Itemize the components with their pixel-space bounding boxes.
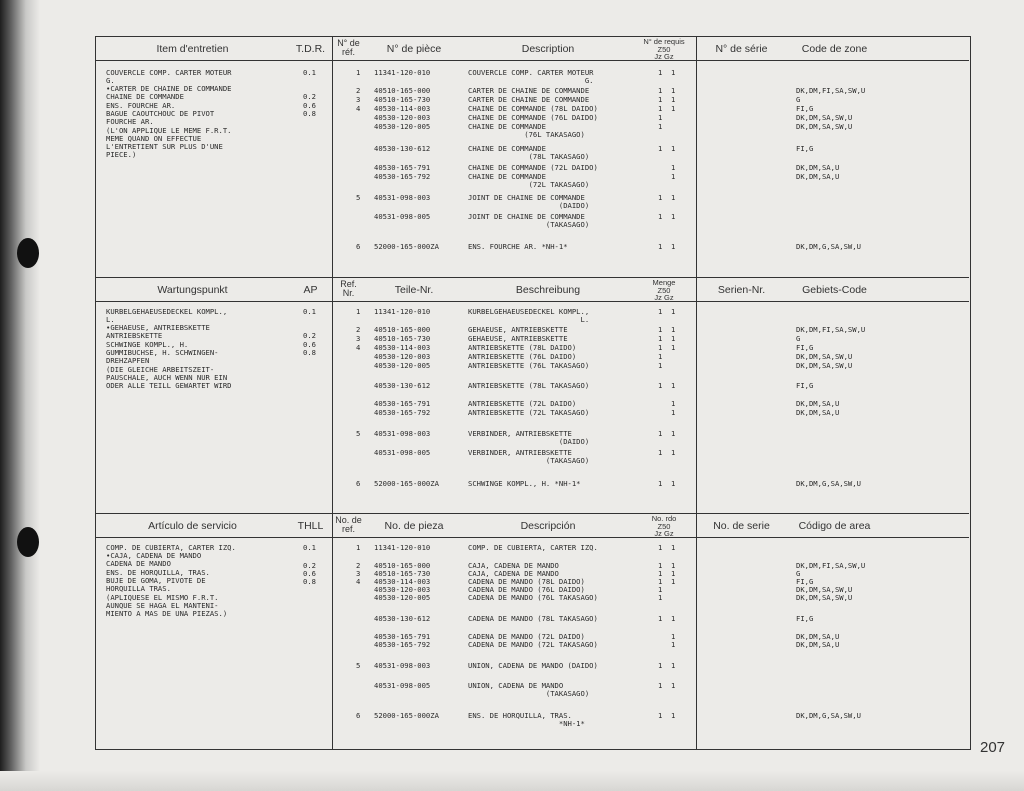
part-qty: 1 1 [658,569,676,578]
header-qty: Menge Z50 Jz Gz [652,278,676,302]
part-ref: 2 [356,86,361,95]
part-description: VERBINDER, ANTRIEBSKETTE (TAKASAGO) [468,448,590,466]
part-description: GEHAEUSE, ANTRIEBSKETTE [468,334,568,343]
parts-table [95,36,971,750]
part-qty: 1 1 [658,242,676,251]
part-number: 40531-098-003 [374,193,431,202]
part-description: ANTRIEBSKETTE (78L TAKASAGO) [468,381,590,390]
part-number: 40510-165-730 [374,569,431,578]
item-text: COMP. DE CUBIERTA, CARTER IZQ. [106,543,236,552]
part-description: CADENA DE MANDO (72L DAIDO) [468,632,585,641]
item-value: 0.8 [303,109,316,118]
part-qty: 1 1 [658,429,676,438]
part-number: 40530-165-791 [374,399,431,408]
part-zone: DK,DM,SA,U [796,640,840,649]
part-qty: 1 [658,399,676,408]
part-number: 40530-114-003 [374,343,431,352]
part-zone: FI,G [796,381,814,390]
item-text: BUJE DE GOMA, PIVOTE DE HORQUILLA TRAS. (APLIQUESE EL MISMO F.R.T. AUNQUE SE HAGA EL MANTENI- MIENTO A MAS DE UNA PIEZAS.) [106,576,228,619]
part-number: 40530-120-003 [374,585,431,594]
part-qty: 1 1 [658,343,676,352]
part-number: 40530-120-005 [374,122,431,131]
part-number: 52000-165-000ZA [374,242,439,251]
part-description: ANTRIEBSKETTE (78L DAIDO) [468,343,577,352]
part-zone: DK,DM,FI,SA,SW,U [796,86,866,95]
part-qty: 1 1 [658,681,676,690]
part-zone: DK,DM,SA,SW,U [796,113,853,122]
part-qty: 1 1 [658,479,676,488]
part-description: JOINT DE CHAINE DE COMMANDE (TAKASAGO) [468,212,590,230]
part-description: GEHAEUSE, ANTRIEBSKETTE [468,325,568,334]
header-item: Artículo de servicio [148,519,237,532]
part-number: 11341-120-010 [374,543,431,552]
part-ref: 1 [356,543,361,552]
header-ref: No. de ref. [335,515,362,534]
page-bottom-shadow [0,771,1024,791]
item-value: 0.1 [303,68,316,77]
part-qty: 1 1 [658,212,676,221]
part-qty: 1 1 [658,543,676,552]
part-number: 40530-165-792 [374,172,431,181]
part-ref: 1 [356,307,361,316]
part-description: CAJA, CADENA DE MANDO [468,561,559,570]
part-qty: 1 [658,113,663,122]
header-description: Descripción [520,519,576,532]
part-qty: 1 1 [658,711,676,720]
part-number: 52000-165-000ZA [374,479,439,488]
part-zone: FI,G [796,614,814,623]
part-number: 40531-098-005 [374,681,431,690]
part-zone: G [796,334,801,343]
part-ref: 4 [356,343,361,352]
header-qty: No. rdo Z50 Jz Gz [651,514,677,538]
item-value: 0.2 [303,561,316,570]
part-qty: 1 1 [658,144,676,153]
part-number: 11341-120-010 [374,307,431,316]
part-qty: 1 1 [658,334,676,343]
part-number: 40530-165-792 [374,408,431,417]
part-ref: 3 [356,334,361,343]
header-interval: T.D.R. [295,42,326,55]
part-qty: 1 [658,352,663,361]
item-value: 0.6 [303,569,316,578]
item-value: 0.2 [303,331,316,340]
part-description: CAJA, CADENA DE MANDO [468,569,559,578]
header-serial: No. de serie [713,519,770,532]
part-ref: 4 [356,104,361,113]
part-description: UNION, CADENA DE MANDO (DAIDO) [468,661,598,670]
item-text: BAGUE CAOUTCHOUC DE PIVOT FOURCHE AR. (L'ON APPLIQUE LE MEME F.R.T. MEME QUAND ON EFFECTUE L'ENTRETIENT SUR PLUS D'UNE PIECE.) [106,109,232,160]
header-row [96,278,969,302]
part-number: 40530-165-791 [374,163,431,172]
part-number: 40530-120-003 [374,352,431,361]
item-text: COUVERCLE COMP. CARTER MOTEUR G. [106,68,232,86]
part-description: ANTRIEBSKETTE (76L TAKASAGO) [468,361,590,370]
part-zone: DK,DM,SA,SW,U [796,352,853,361]
part-zone: DK,DM,G,SA,SW,U [796,242,861,251]
part-number: 40530-120-005 [374,593,431,602]
part-number: 40510-165-000 [374,86,431,95]
item-value: 0.6 [303,340,316,349]
part-zone: DK,DM,G,SA,SW,U [796,711,861,720]
part-qty: 1 [658,361,663,370]
header-serial: Serien-Nr. [717,283,766,296]
part-zone: DK,DM,SA,U [796,408,840,417]
item-text: •CAJA, CADENA DE MANDO CADENA DE MANDO [106,551,202,569]
header-description: Beschreibung [515,283,581,296]
item-value: 0.8 [303,577,316,586]
part-ref: 3 [356,569,361,578]
part-ref: 2 [356,325,361,334]
part-description: ANTRIEBSKETTE (72L DAIDO) [468,399,577,408]
part-description: COUVERCLE COMP. CARTER MOTEUR G. [468,68,594,86]
part-ref: 6 [356,242,361,251]
part-number: 40530-130-612 [374,144,431,153]
part-ref: 6 [356,711,361,720]
header-interval: AP [303,283,318,296]
part-zone: DK,DM,SA,U [796,632,840,641]
part-ref: 5 [356,661,361,670]
part-number: 52000-165-000ZA [374,711,439,720]
item-text: ENS. DE HORQUILLA, TRAS. [106,568,210,577]
part-description: CHAINE DE COMMANDE (78L TAKASAGO) [468,144,590,162]
part-description: CADENA DE MANDO (72L TAKASAGO) [468,640,598,649]
header-zone: Código de area [798,519,871,532]
part-zone: DK,DM,FI,SA,SW,U [796,561,866,570]
part-number: 40531-098-003 [374,429,431,438]
header-serial: N° de série [715,42,768,55]
part-zone: FI,G [796,144,814,153]
item-text: •GEHAEUSE, ANTRIEBSKETTE ANTRIEBSKETTE [106,323,210,341]
part-qty: 1 [658,172,676,181]
part-description: CADENA DE MANDO (78L TAKASAGO) [468,614,598,623]
part-number: 40510-165-000 [374,325,431,334]
header-row [96,514,969,538]
part-zone: FI,G [796,104,814,113]
part-description: CADENA DE MANDO (76L TAKASAGO) [468,593,598,602]
part-qty: 1 [658,122,663,131]
part-ref: 6 [356,479,361,488]
part-qty: 1 1 [658,661,676,670]
part-zone: DK,DM,SA,U [796,172,840,181]
header-ref: N° de réf. [337,38,360,57]
part-qty: 1 1 [658,448,676,457]
part-ref: 5 [356,429,361,438]
part-ref: 5 [356,193,361,202]
item-value: 0.1 [303,307,316,316]
part-description: CADENA DE MANDO (76L DAIDO) [468,585,585,594]
part-description: KURBELGEHAEUSEDECKEL KOMPL., L. [468,307,590,325]
part-number: 40531-098-005 [374,448,431,457]
part-qty: 1 1 [658,193,676,202]
part-qty: 1 1 [658,95,676,104]
part-number: 40530-120-005 [374,361,431,370]
part-description: ENS. FOURCHE AR. *NH-1* [468,242,568,251]
part-qty: 1 [658,163,676,172]
item-text: KURBELGEHAEUSEDECKEL KOMPL., L. [106,307,228,325]
part-zone: G [796,569,801,578]
part-number: 40510-165-000 [374,561,431,570]
header-row [96,37,969,61]
part-qty: 1 1 [658,614,676,623]
part-qty: 1 [658,632,676,641]
part-description: ENS. DE HORQUILLA, TRAS. *NH-1* [468,711,585,729]
part-number: 40530-120-003 [374,113,431,122]
section-french [96,37,969,277]
part-zone: DK,DM,SA,U [796,399,840,408]
part-zone: DK,DM,SA,SW,U [796,585,853,594]
part-description: ANTRIEBSKETTE (76L DAIDO) [468,352,577,361]
part-description: COMP. DE CUBIERTA, CARTER IZQ. [468,543,598,552]
part-number: 40531-098-005 [374,212,431,221]
part-qty: 1 1 [658,68,676,77]
item-value: 0.1 [303,543,316,552]
part-description: CHAINE DE COMMANDE (76L DAIDO) [468,113,598,122]
item-text: SCHWINGE KOMPL., H. [106,340,189,349]
item-text: •CARTER DE CHAINE DE COMMANDE CHAINE DE COMMANDE [106,84,232,102]
part-zone: DK,DM,FI,SA,SW,U [796,325,866,334]
header-zone: Gebiets-Code [802,283,867,296]
header-part: N° de pièce [386,42,442,55]
part-zone: FI,G [796,343,814,352]
part-description: CARTER DE CHAINE DE COMMANDE [468,86,590,95]
part-description: JOINT DE CHAINE DE COMMANDE (DAIDO) [468,193,590,211]
book-spine-shadow [0,0,40,791]
header-zone: Code de zone [801,42,868,55]
binder-hole-icon [17,238,39,268]
part-description: CHAINE DE COMMANDE (72L DAIDO) [468,163,598,172]
part-ref: 3 [356,95,361,104]
part-qty: 1 [658,408,676,417]
part-qty: 1 1 [658,307,676,316]
item-value: 0.8 [303,348,316,357]
part-number: 40510-165-730 [374,95,431,104]
part-number: 40531-098-003 [374,661,431,670]
part-zone: DK,DM,SA,SW,U [796,361,853,370]
part-number: 40530-130-612 [374,614,431,623]
header-item: Wartungspunkt [157,283,228,296]
part-description: SCHWINGE KOMPL., H. *NH-1* [468,479,581,488]
part-description: ANTRIEBSKETTE (72L TAKASAGO) [468,408,590,417]
header-qty: N° de requis Z50 Jz Gz [643,37,685,61]
part-number: 40530-114-003 [374,577,431,586]
part-description: VERBINDER, ANTRIEBSKETTE (DAIDO) [468,429,590,447]
part-qty: 1 1 [658,325,676,334]
header-interval: THLL [297,519,324,532]
part-description: CHAINE DE COMMANDE (78L DAIDO) [468,104,598,113]
item-value: 0.2 [303,92,316,101]
part-qty: 1 1 [658,381,676,390]
part-ref: 2 [356,561,361,570]
part-description: CHAINE DE COMMANDE (76L TAKASAGO) [468,122,585,140]
section-spanish [96,513,969,750]
part-qty: 1 [658,585,663,594]
binder-hole-icon [17,527,39,557]
part-description: UNION, CADENA DE MANDO (TAKASAGO) [468,681,590,699]
page-number: 207 [980,739,1006,756]
part-zone: DK,DM,SA,U [796,163,840,172]
item-text: GUMMIBUCHSE, H. SCHWINGEN- DREHZAPFEN (DIE GLEICHE ARBEITSZEIT- PAUSCHALE, AUCH WENN NUR EIN ODER ALLE TEILL GEWARTET WIRD [106,348,232,391]
part-zone: FI,G [796,577,814,586]
item-value: 0.6 [303,101,316,110]
part-zone: G [796,95,801,104]
part-qty: 1 1 [658,577,676,586]
part-zone: DK,DM,G,SA,SW,U [796,479,861,488]
part-qty: 1 1 [658,104,676,113]
item-text: ENS. FOURCHE AR. [106,101,176,110]
part-qty: 1 1 [658,561,676,570]
part-number: 40530-165-791 [374,632,431,641]
header-part: No. de pieza [384,519,444,532]
part-ref: 4 [356,577,361,586]
part-ref: 1 [356,68,361,77]
header-ref: Ref. Nr. [340,279,357,298]
part-number: 11341-120-010 [374,68,431,77]
part-zone: DK,DM,SA,SW,U [796,593,853,602]
part-number: 40510-165-730 [374,334,431,343]
header-description: Description [521,42,575,55]
part-qty: 1 [658,593,663,602]
part-qty: 1 [658,640,676,649]
section-german [96,277,969,514]
part-description: CHAINE DE COMMANDE (72L TAKASAGO) [468,172,590,190]
part-number: 40530-130-612 [374,381,431,390]
part-description: CADENA DE MANDO (78L DAIDO) [468,577,585,586]
header-part: Teile-Nr. [394,283,434,296]
part-zone: DK,DM,SA,SW,U [796,122,853,131]
header-item: Item d'entretien [156,42,229,55]
part-number: 40530-165-792 [374,640,431,649]
part-number: 40530-114-003 [374,104,431,113]
part-qty: 1 1 [658,86,676,95]
part-description: CARTER DE CHAINE DE COMMANDE [468,95,590,104]
